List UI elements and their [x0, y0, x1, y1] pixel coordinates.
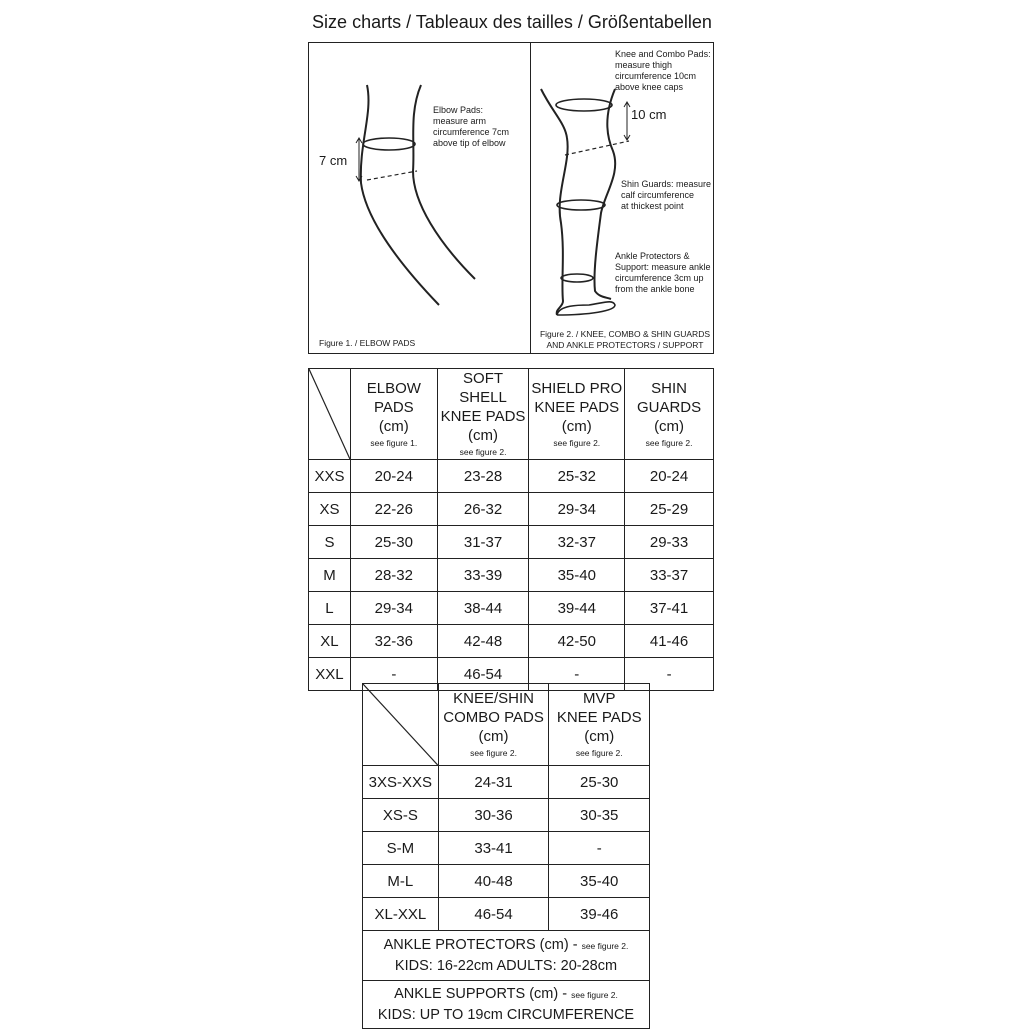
- ankle-protectors-values: KIDS: 16-22cm ADULTS: 20-28cm: [394, 958, 618, 974]
- table-cell: 32-37: [529, 526, 625, 559]
- header-mvp-knee-pads: MVP KNEE PADS (cm) see figure 2.: [549, 684, 650, 766]
- knee-combo-note: Knee and Combo Pads: measure thigh circumference 10cm above knee caps: [615, 49, 711, 92]
- table-row: [363, 832, 650, 865]
- table-cell: 29-33: [625, 526, 714, 559]
- table-cell: -: [529, 658, 625, 691]
- table-cell: 33-39: [437, 559, 529, 592]
- table-cell: 37-41: [625, 592, 714, 625]
- table-row: [309, 592, 714, 625]
- size-label: M-L: [363, 865, 439, 898]
- table-row: [309, 526, 714, 559]
- figures-panel: [308, 42, 714, 354]
- table-cell: 20-24: [350, 460, 437, 493]
- table-cell: 29-34: [350, 592, 437, 625]
- table-row: [309, 625, 714, 658]
- ankle-supports-values: KIDS: UP TO 19cm CIRCUMFERENCE: [377, 1007, 635, 1023]
- table-row: [309, 460, 714, 493]
- table-cell: 29-34: [529, 493, 625, 526]
- ankle-supports-cell: [363, 981, 650, 1029]
- size-label: XS: [309, 493, 351, 526]
- table-cell: 42-48: [437, 625, 529, 658]
- ankle-protectors-ref: see figure 2.: [581, 941, 629, 951]
- size-label: 3XS-XXS: [363, 766, 439, 799]
- diagonal-cell: [309, 369, 351, 460]
- elbow-measure-label: 7 cm: [319, 153, 348, 168]
- figure1-caption: Figure 1. / ELBOW PADS: [319, 338, 416, 348]
- table-cell: -: [549, 832, 650, 865]
- table-cell: 24-31: [438, 766, 549, 799]
- table-cell: 46-54: [438, 898, 549, 931]
- ankle-supports-ref: see figure 2.: [571, 990, 618, 1000]
- ankle-supports-row: [363, 981, 650, 1029]
- size-label: XL: [309, 625, 351, 658]
- table-cell: 25-29: [625, 493, 714, 526]
- diagonal-cell: [363, 684, 439, 766]
- table-row: [363, 799, 650, 832]
- size-table-combo: [362, 683, 650, 931]
- size-label: XS-S: [363, 799, 439, 832]
- table-cell: 35-40: [549, 865, 650, 898]
- table-cell: 33-41: [438, 832, 549, 865]
- table-cell: 30-35: [549, 799, 650, 832]
- table-cell: 22-26: [350, 493, 437, 526]
- header-elbow-pads: ELBOW PADS (cm) see figure 1.: [350, 369, 437, 460]
- figure2-caption: Figure 2. / KNEE, COMBO & SHIN GUARDS AND ANKLE PROTECTORS / SUPPORT: [539, 329, 711, 350]
- table-cell: 25-30: [549, 766, 650, 799]
- table-cell: 39-46: [549, 898, 650, 931]
- table-cell: 38-44: [437, 592, 529, 625]
- table-cell: 25-32: [529, 460, 625, 493]
- table-cell: 32-36: [350, 625, 437, 658]
- ankle-table: [362, 930, 650, 1029]
- table-row: [363, 766, 650, 799]
- ankle-supports-label: ANKLE SUPPORTS (cm) -: [394, 986, 568, 1002]
- table-cell: 26-32: [437, 493, 529, 526]
- header-knee-shin-combo-pads: KNEE/SHIN COMBO PADS (cm) see figure 2.: [438, 684, 549, 766]
- ankle-protectors-row: [363, 931, 650, 981]
- shin-guards-note: Shin Guards: measure calf circumference at thickest point: [621, 179, 712, 211]
- table-row: [309, 493, 714, 526]
- header-soft-shell-knee-pads: SOFT SHELL KNEE PADS (cm) see figure 2.: [437, 369, 529, 460]
- table-cell: 46-54: [437, 658, 529, 691]
- size-table-main: [308, 368, 714, 691]
- size-label: XXL: [309, 658, 351, 691]
- table-row: [309, 559, 714, 592]
- elbow-pads-note: Elbow Pads: measure arm circumference 7cm above tip of elbow: [433, 105, 510, 148]
- table-header-row: [363, 684, 650, 766]
- size-label: XL-XXL: [363, 898, 439, 931]
- ankle-protectors-label: ANKLE PROTECTORS (cm) -: [383, 937, 578, 953]
- table-row: [363, 898, 650, 931]
- size-label: S: [309, 526, 351, 559]
- size-label: XXS: [309, 460, 351, 493]
- size-label: S-M: [363, 832, 439, 865]
- table-header-row: [309, 369, 714, 460]
- table-row: [363, 865, 650, 898]
- table-cell: 31-37: [437, 526, 529, 559]
- table-cell: 28-32: [350, 559, 437, 592]
- ankle-note: Ankle Protectors & Support: measure ankle circumference 3cm up from the ankle bone: [615, 251, 711, 294]
- size-label: L: [309, 592, 351, 625]
- table-cell: 40-48: [438, 865, 549, 898]
- table-cell: 23-28: [437, 460, 529, 493]
- header-shin-guards: SHIN GUARDS (cm) see figure 2.: [625, 369, 714, 460]
- table-cell: -: [625, 658, 714, 691]
- knee-measure-label: 10 cm: [631, 107, 667, 122]
- size-label: M: [309, 559, 351, 592]
- table-cell: 39-44: [529, 592, 625, 625]
- table-cell: 30-36: [438, 799, 549, 832]
- table-cell: 33-37: [625, 559, 714, 592]
- table-cell: 42-50: [529, 625, 625, 658]
- table-cell: 20-24: [625, 460, 714, 493]
- table-cell: -: [350, 658, 437, 691]
- table-cell: 35-40: [529, 559, 625, 592]
- table-cell: 25-30: [350, 526, 437, 559]
- page-title: Size charts / Tableaux des tailles / Größentabellen: [312, 12, 712, 32]
- ankle-protectors-cell: [363, 931, 650, 981]
- table-cell: 41-46: [625, 625, 714, 658]
- header-shield-pro-knee-pads: SHIELD PRO KNEE PADS (cm) see figure 2.: [529, 369, 625, 460]
